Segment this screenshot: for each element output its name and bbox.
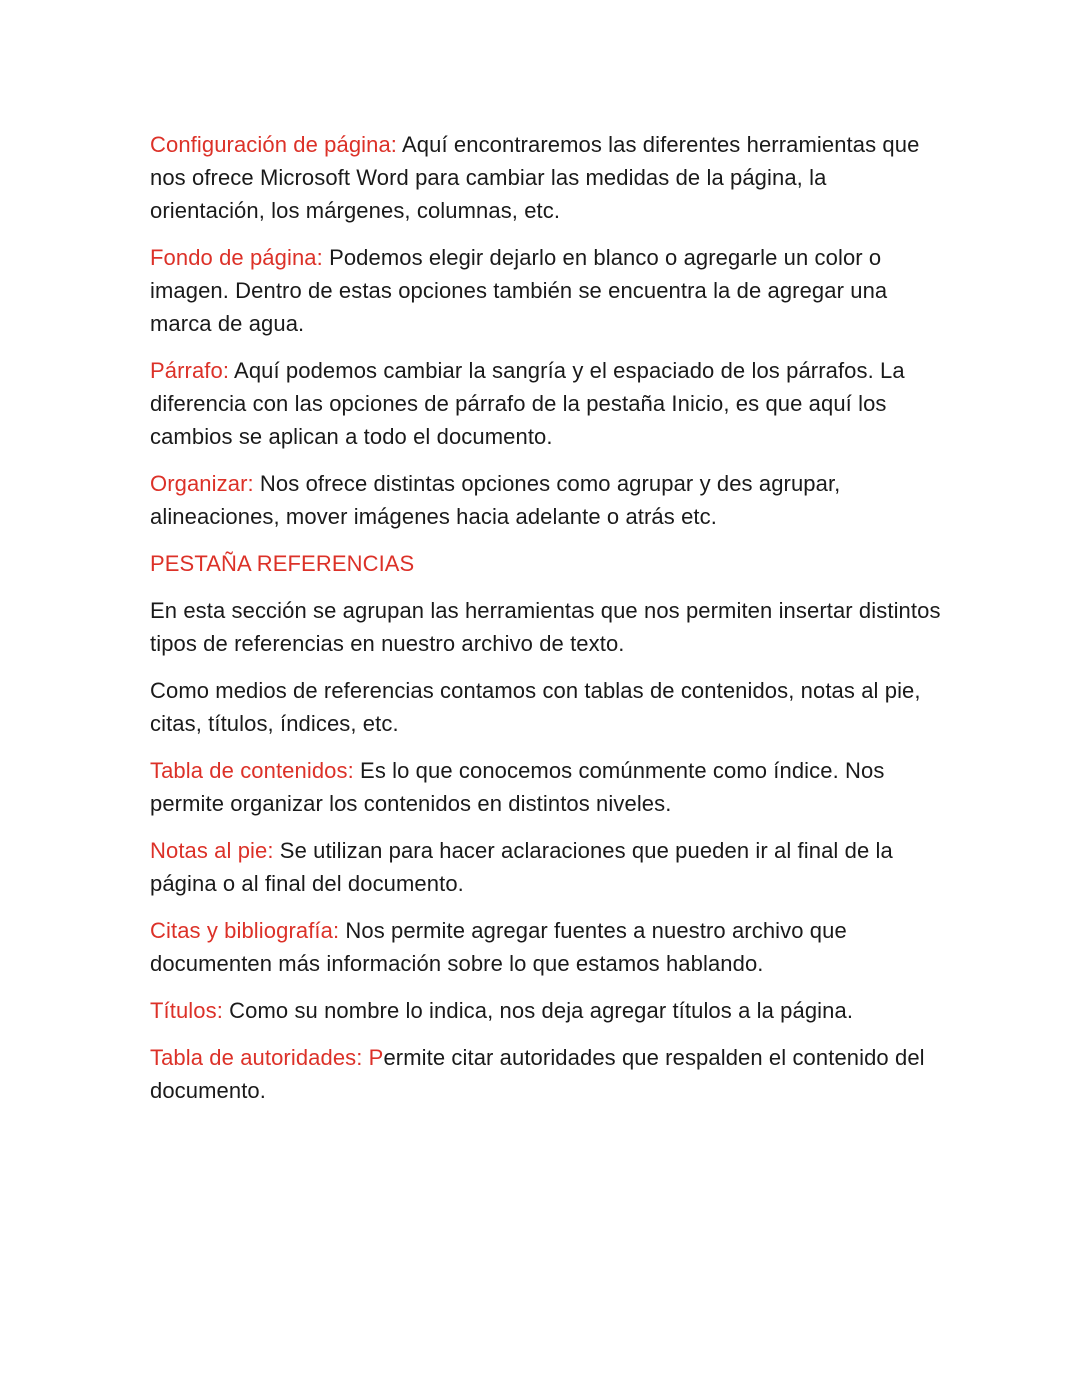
- paragraph-como-medios: [150, 674, 945, 740]
- body-text-citas-y-bibliografia: Nos permite agregar fuentes a nuestro archivo que documenten más información sobre lo que estamos hablando.: [150, 918, 847, 976]
- body-text-notas-al-pie: Se utilizan para hacer aclaraciones que pueden ir al final de la página o al final del documento.: [150, 838, 893, 896]
- paragraph-citas-y-bibliografia: [150, 914, 945, 980]
- paragraph-fondo-de-pagina: [150, 241, 945, 340]
- red-lead-organizar: Organizar:: [150, 471, 254, 496]
- paragraph-configuracion-de-pagina: [150, 128, 945, 227]
- paragraph-tabla-de-contenidos: [150, 754, 945, 820]
- body-text-tabla-de-contenidos: Es lo que conocemos comúnmente como índice. Nos permite organizar los contenidos en distintos niveles.: [150, 758, 885, 816]
- red-lead-configuracion-de-pagina: Configuración de página:: [150, 132, 398, 157]
- paragraph-parrafo: [150, 354, 945, 453]
- section-heading-pestana-referencias: [150, 547, 945, 580]
- red-lead-fondo-de-pagina: Fondo de página:: [150, 245, 323, 270]
- body-text-tabla-de-autoridades: ermite citar autoridades que respalden el contenido del documento.: [150, 1045, 925, 1103]
- red-lead-citas-y-bibliografia: Citas y bibliografía:: [150, 918, 340, 943]
- red-lead-notas-al-pie: Notas al pie:: [150, 838, 274, 863]
- red-lead-parrafo: Párrafo:: [150, 358, 230, 383]
- paragraph-notas-al-pie: [150, 834, 945, 900]
- red-heading-text: PESTAÑA REFERENCIAS: [150, 551, 415, 576]
- red-lead-tabla-de-contenidos: Tabla de contenidos:: [150, 758, 354, 783]
- body-text-como-medios: Como medios de referencias contamos con tablas de contenidos, notas al pie, citas, títulos, índices, etc.: [150, 678, 921, 736]
- body-text-en-esta-seccion: En esta sección se agrupan las herramientas que nos permiten insertar distintos tipos de referencias en nuestro archivo de texto.: [150, 598, 941, 656]
- body-text-parrafo: Aquí podemos cambiar la sangría y el espaciado de los párrafos. La diferencia con las opciones de párrafo de la pestaña Inicio, es que aquí los cambios se aplican a todo el documento.: [150, 358, 905, 449]
- body-text-titulos: Como su nombre lo indica, nos deja agregar títulos a la página.: [222, 998, 854, 1023]
- text-content: [150, 128, 945, 1121]
- body-text-configuracion-de-pagina: Aquí encontraremos las diferentes herramientas que nos ofrece Microsoft Word para cambiar las medidas de la página, la orientación, los márgenes, columnas, etc.: [150, 132, 920, 223]
- body-text-organizar: Nos ofrece distintas opciones como agrupar y des agrupar, alineaciones, mover imágenes hacia adelante o atrás etc.: [150, 471, 841, 529]
- red-lead-titulos: Títulos:: [150, 998, 223, 1023]
- paragraph-titulos: [150, 994, 945, 1027]
- paragraph-en-esta-seccion: [150, 594, 945, 660]
- red-lead-tabla-de-autoridades: Tabla de autoridades: P: [150, 1045, 384, 1070]
- paragraph-organizar: [150, 467, 945, 533]
- body-text-fondo-de-pagina: Podemos elegir dejarlo en blanco o agregarle un color o imagen. Dentro de estas opciones también se encuentra la de agregar una marca de agua.: [150, 245, 888, 336]
- paragraph-tabla-de-autoridades: [150, 1041, 945, 1107]
